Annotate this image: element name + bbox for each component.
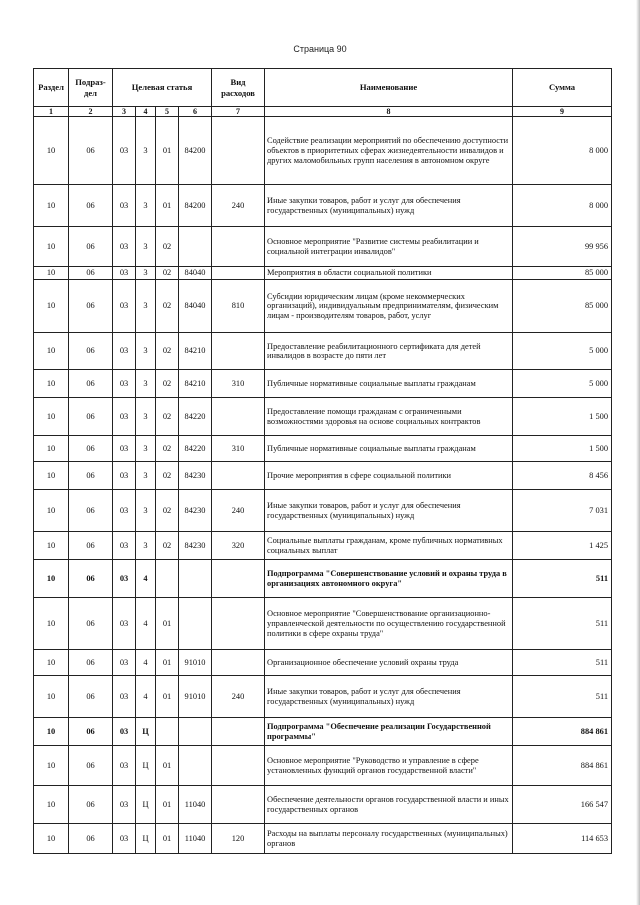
cell-vid	[212, 117, 265, 185]
cell-sum: 99 956	[513, 227, 612, 267]
cell-cs-2: Ц	[136, 718, 156, 746]
cell-razdel: 10	[34, 650, 69, 676]
cell-podrazdel: 06	[69, 117, 113, 185]
cell-cs-1: 03	[113, 650, 136, 676]
cell-sum: 1 500	[513, 436, 612, 462]
cell-name: Обеспечение деятельности органов государственной власти и иных государственных органов	[265, 786, 513, 824]
cell-name: Содействие реализации мероприятий по обеспечению доступности объектов в приоритетных сферах жизнедеятельности инвалидов и других маломобильных групп населения в автономном округе	[265, 117, 513, 185]
cell-cs-4: 91010	[179, 676, 212, 718]
cell-cs-1: 03	[113, 227, 136, 267]
cell-cs-3: 01	[156, 598, 179, 650]
header-razdel: Раздел	[34, 69, 69, 107]
cell-vid: 310	[212, 370, 265, 398]
column-number-row	[34, 107, 612, 117]
header-celevaya-statya: Целевая статья	[113, 69, 212, 107]
cell-cs-2: 3	[136, 532, 156, 560]
col-number: 6	[179, 107, 212, 117]
cell-cs-3: 01	[156, 650, 179, 676]
cell-cs-4	[179, 746, 212, 786]
cell-cs-3	[156, 718, 179, 746]
cell-cs-3: 02	[156, 398, 179, 436]
cell-razdel: 10	[34, 398, 69, 436]
cell-vid: 810	[212, 280, 265, 333]
cell-cs-2: 4	[136, 598, 156, 650]
scan-edge-shadow	[636, 0, 640, 905]
cell-cs-1: 03	[113, 786, 136, 824]
cell-cs-1: 03	[113, 370, 136, 398]
col-number: 4	[136, 107, 156, 117]
cell-name: Иные закупки товаров, работ и услуг для обеспечения государственных (муниципальных) нужд	[265, 676, 513, 718]
cell-razdel: 10	[34, 490, 69, 532]
cell-cs-2: 3	[136, 280, 156, 333]
cell-razdel: 10	[34, 436, 69, 462]
cell-vid	[212, 598, 265, 650]
cell-sum: 7 031	[513, 490, 612, 532]
cell-sum: 1 500	[513, 398, 612, 436]
table-row	[34, 746, 612, 786]
cell-podrazdel: 06	[69, 560, 113, 598]
cell-cs-1: 03	[113, 333, 136, 370]
cell-podrazdel: 06	[69, 650, 113, 676]
col-number: 9	[513, 107, 612, 117]
cell-cs-3: 01	[156, 185, 179, 227]
cell-cs-2: Ц	[136, 786, 156, 824]
cell-sum: 114 653	[513, 824, 612, 854]
header-naimenovanie: Наименование	[265, 69, 513, 107]
cell-name: Расходы на выплаты персоналу государственных (муниципальных) органов	[265, 824, 513, 854]
cell-cs-3: 01	[156, 117, 179, 185]
cell-cs-2: 4	[136, 560, 156, 598]
cell-name: Публичные нормативные социальные выплаты гражданам	[265, 370, 513, 398]
cell-sum: 5 000	[513, 333, 612, 370]
cell-name: Предоставление реабилитационного сертификата для детей инвалидов в возрасте до пяти лет	[265, 333, 513, 370]
header-podrazdel: Подраз-дел	[69, 69, 113, 107]
table-body	[34, 117, 612, 854]
cell-sum: 511	[513, 676, 612, 718]
cell-sum: 85 000	[513, 280, 612, 333]
cell-name: Организационное обеспечение условий охраны труда	[265, 650, 513, 676]
cell-cs-4: 84230	[179, 532, 212, 560]
cell-name: Мероприятия в области социальной политики	[265, 267, 513, 280]
cell-sum: 8 000	[513, 117, 612, 185]
cell-cs-2: 3	[136, 227, 156, 267]
cell-podrazdel: 06	[69, 746, 113, 786]
cell-name: Социальные выплаты гражданам, кроме публичных нормативных социальных выплат	[265, 532, 513, 560]
cell-sum: 8 456	[513, 462, 612, 490]
cell-cs-3: 02	[156, 532, 179, 560]
cell-cs-3: 02	[156, 267, 179, 280]
table-row	[34, 462, 612, 490]
table-row	[34, 370, 612, 398]
col-number: 3	[113, 107, 136, 117]
cell-cs-2: 3	[136, 436, 156, 462]
cell-cs-4	[179, 560, 212, 598]
cell-razdel: 10	[34, 462, 69, 490]
col-number: 5	[156, 107, 179, 117]
cell-cs-2: 3	[136, 462, 156, 490]
table-row	[34, 824, 612, 854]
cell-cs-1: 03	[113, 560, 136, 598]
cell-cs-1: 03	[113, 532, 136, 560]
cell-name: Прочие мероприятия в сфере социальной политики	[265, 462, 513, 490]
cell-cs-2: 3	[136, 117, 156, 185]
cell-podrazdel: 06	[69, 490, 113, 532]
cell-sum: 8 000	[513, 185, 612, 227]
cell-vid	[212, 227, 265, 267]
cell-cs-2: Ц	[136, 746, 156, 786]
table-row	[34, 227, 612, 267]
table-row	[34, 598, 612, 650]
cell-name: Иные закупки товаров, работ и услуг для обеспечения государственных (муниципальных) нужд	[265, 185, 513, 227]
cell-cs-3: 02	[156, 490, 179, 532]
cell-cs-1: 03	[113, 280, 136, 333]
cell-cs-4: 84220	[179, 436, 212, 462]
cell-vid	[212, 650, 265, 676]
cell-cs-4: 91010	[179, 650, 212, 676]
cell-cs-4: 84200	[179, 117, 212, 185]
cell-cs-1: 03	[113, 462, 136, 490]
cell-sum: 884 861	[513, 746, 612, 786]
cell-cs-4	[179, 598, 212, 650]
table-row	[34, 560, 612, 598]
cell-sum: 511	[513, 560, 612, 598]
table-row	[34, 532, 612, 560]
cell-cs-4	[179, 718, 212, 746]
cell-vid: 240	[212, 185, 265, 227]
cell-podrazdel: 06	[69, 436, 113, 462]
cell-sum: 1 425	[513, 532, 612, 560]
cell-sum: 5 000	[513, 370, 612, 398]
cell-cs-1: 03	[113, 436, 136, 462]
cell-cs-4: 84210	[179, 333, 212, 370]
cell-cs-4: 84210	[179, 370, 212, 398]
table-row	[34, 185, 612, 227]
cell-podrazdel: 06	[69, 532, 113, 560]
cell-cs-1: 03	[113, 598, 136, 650]
cell-podrazdel: 06	[69, 786, 113, 824]
cell-vid: 240	[212, 676, 265, 718]
cell-name: Иные закупки товаров, работ и услуг для обеспечения государственных (муниципальных) нужд	[265, 490, 513, 532]
cell-cs-3: 02	[156, 436, 179, 462]
cell-vid	[212, 398, 265, 436]
cell-cs-3: 01	[156, 676, 179, 718]
cell-razdel: 10	[34, 824, 69, 854]
table-row	[34, 676, 612, 718]
cell-name: Подпрограмма "Совершенствование условий и охраны труда в организациях автономного округа"	[265, 560, 513, 598]
cell-vid	[212, 718, 265, 746]
cell-name: Субсидии юридическим лицам (кроме некоммерческих организаций), индивидуальным предпринимателям, физическим лицам - производителям товаров, работ, услуг	[265, 280, 513, 333]
cell-cs-4: 84230	[179, 462, 212, 490]
cell-sum: 511	[513, 650, 612, 676]
cell-cs-3: 02	[156, 462, 179, 490]
cell-cs-1: 03	[113, 718, 136, 746]
cell-cs-1: 03	[113, 746, 136, 786]
cell-cs-3: 01	[156, 824, 179, 854]
cell-cs-1: 03	[113, 185, 136, 227]
cell-vid	[212, 746, 265, 786]
header-vid-rashodov: Вид расходов	[212, 69, 265, 107]
cell-cs-2: 3	[136, 267, 156, 280]
cell-vid	[212, 462, 265, 490]
table-row	[34, 718, 612, 746]
cell-vid: 310	[212, 436, 265, 462]
cell-name: Публичные нормативные социальные выплаты гражданам	[265, 436, 513, 462]
cell-vid: 240	[212, 490, 265, 532]
cell-name: Основное мероприятие "Совершенствование организационно-управленческой деятельности по осуществлению государственной политики в сфере охраны труда"	[265, 598, 513, 650]
cell-cs-4: 84040	[179, 280, 212, 333]
page-number: Страница 90	[293, 44, 347, 54]
cell-vid	[212, 333, 265, 370]
cell-podrazdel: 06	[69, 824, 113, 854]
cell-cs-2: 3	[136, 490, 156, 532]
cell-cs-4: 84040	[179, 267, 212, 280]
cell-vid: 120	[212, 824, 265, 854]
header-summa: Сумма	[513, 69, 612, 107]
cell-razdel: 10	[34, 333, 69, 370]
cell-razdel: 10	[34, 227, 69, 267]
cell-name: Основное мероприятие "Развитие системы реабилитации и социальной интеграции инвалидов"	[265, 227, 513, 267]
cell-cs-3: 01	[156, 786, 179, 824]
cell-name: Предоставление помощи гражданам с ограниченными возможностями здоровья на основе социальных контрактов	[265, 398, 513, 436]
cell-razdel: 10	[34, 560, 69, 598]
cell-cs-2: 3	[136, 333, 156, 370]
cell-cs-4: 11040	[179, 824, 212, 854]
cell-cs-2: 3	[136, 185, 156, 227]
cell-vid	[212, 267, 265, 280]
cell-cs-3: 02	[156, 370, 179, 398]
cell-podrazdel: 06	[69, 462, 113, 490]
cell-razdel: 10	[34, 532, 69, 560]
cell-cs-2: 3	[136, 398, 156, 436]
cell-cs-2: Ц	[136, 824, 156, 854]
cell-cs-3	[156, 560, 179, 598]
table-row	[34, 436, 612, 462]
cell-cs-3: 02	[156, 227, 179, 267]
cell-cs-2: 3	[136, 370, 156, 398]
table-row	[34, 398, 612, 436]
cell-razdel: 10	[34, 117, 69, 185]
budget-table	[33, 68, 612, 854]
cell-cs-3: 02	[156, 333, 179, 370]
cell-podrazdel: 06	[69, 267, 113, 280]
table-row	[34, 333, 612, 370]
cell-name: Основное мероприятие "Руководство и управление в сфере установленных функций органов государственной власти"	[265, 746, 513, 786]
cell-cs-4	[179, 227, 212, 267]
cell-razdel: 10	[34, 718, 69, 746]
cell-podrazdel: 06	[69, 333, 113, 370]
cell-sum: 884 861	[513, 718, 612, 746]
cell-cs-3: 02	[156, 280, 179, 333]
cell-podrazdel: 06	[69, 280, 113, 333]
cell-name: Подпрограмма "Обеспечение реализации Государственной программы"	[265, 718, 513, 746]
cell-sum: 166 547	[513, 786, 612, 824]
cell-podrazdel: 06	[69, 227, 113, 267]
col-number: 1	[34, 107, 69, 117]
cell-podrazdel: 06	[69, 185, 113, 227]
cell-cs-4: 11040	[179, 786, 212, 824]
cell-podrazdel: 06	[69, 398, 113, 436]
table-row	[34, 490, 612, 532]
table-row	[34, 117, 612, 185]
cell-podrazdel: 06	[69, 370, 113, 398]
cell-razdel: 10	[34, 676, 69, 718]
cell-cs-1: 03	[113, 676, 136, 718]
cell-vid	[212, 560, 265, 598]
cell-sum: 511	[513, 598, 612, 650]
col-number: 8	[265, 107, 513, 117]
cell-razdel: 10	[34, 280, 69, 333]
cell-razdel: 10	[34, 746, 69, 786]
cell-razdel: 10	[34, 370, 69, 398]
cell-razdel: 10	[34, 185, 69, 227]
cell-podrazdel: 06	[69, 598, 113, 650]
col-number: 7	[212, 107, 265, 117]
col-number: 2	[69, 107, 113, 117]
cell-cs-1: 03	[113, 267, 136, 280]
cell-razdel: 10	[34, 598, 69, 650]
table-row	[34, 786, 612, 824]
cell-razdel: 10	[34, 267, 69, 280]
cell-vid: 320	[212, 532, 265, 560]
cell-sum: 85 000	[513, 267, 612, 280]
cell-cs-4: 84230	[179, 490, 212, 532]
cell-podrazdel: 06	[69, 676, 113, 718]
cell-cs-4: 84200	[179, 185, 212, 227]
cell-cs-1: 03	[113, 824, 136, 854]
cell-cs-1: 03	[113, 398, 136, 436]
cell-cs-3: 01	[156, 746, 179, 786]
table-row	[34, 280, 612, 333]
cell-cs-1: 03	[113, 117, 136, 185]
cell-cs-2: 4	[136, 676, 156, 718]
header-row	[34, 69, 612, 107]
cell-cs-1: 03	[113, 490, 136, 532]
cell-razdel: 10	[34, 786, 69, 824]
cell-podrazdel: 06	[69, 718, 113, 746]
table-row	[34, 267, 612, 280]
table-row	[34, 650, 612, 676]
cell-cs-4: 84220	[179, 398, 212, 436]
cell-cs-2: 4	[136, 650, 156, 676]
cell-vid	[212, 786, 265, 824]
